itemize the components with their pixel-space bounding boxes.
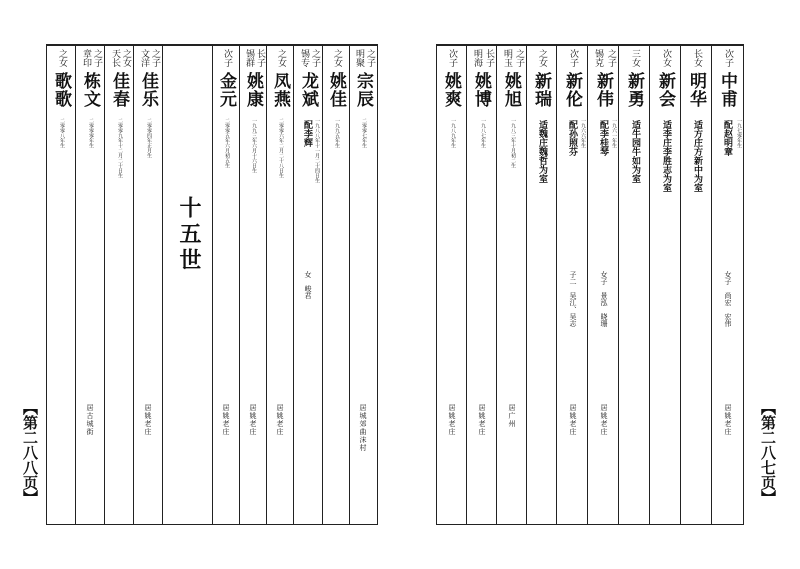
- entry-column: [350, 46, 377, 524]
- parent-name: 章印: [81, 49, 91, 67]
- residence: 居姚老庄: [276, 404, 284, 436]
- person-name: 姚旭: [501, 72, 521, 108]
- right-frame: [436, 44, 744, 525]
- spouse: 适方庄方新中为室: [692, 120, 702, 192]
- spouse: 适魏庄魏哲为室: [537, 120, 547, 183]
- parent-name: 天长: [110, 49, 120, 67]
- residence: 居姚老庄: [569, 404, 577, 436]
- person-name: 明华: [686, 72, 706, 108]
- person-name: 姚爽: [441, 72, 461, 108]
- generation-column: [163, 46, 213, 524]
- person-name: 宗辰: [353, 72, 373, 108]
- parent-name: 锡群: [244, 49, 254, 67]
- children: 女子 景泓 晓珊: [600, 271, 608, 327]
- birth-date: 二零零四年正月生: [146, 118, 152, 158]
- relation-label: 之女: [57, 49, 67, 67]
- person-name: 佳乐: [138, 72, 158, 108]
- person-name: 姚佳: [326, 72, 346, 108]
- person-name: 凤燕: [270, 72, 290, 108]
- relation-label: 次子: [568, 49, 578, 67]
- person-name: 姚博: [471, 72, 491, 108]
- person-name: 佳春: [109, 72, 129, 108]
- entry-column: [76, 46, 105, 524]
- entry-column: [240, 46, 267, 524]
- birth-date: 一九九五年生: [334, 118, 340, 148]
- relation-label: 次女: [661, 49, 671, 67]
- spouse: 配孙照芬: [567, 120, 577, 156]
- relation-label: 长女: [692, 49, 702, 67]
- relation-label: 之子: [310, 49, 320, 67]
- residence: 居城郊曲沫村: [359, 404, 367, 452]
- parent-name: 文洋: [139, 49, 149, 67]
- relation-label: 长子: [255, 49, 265, 67]
- entry-column: [47, 46, 76, 524]
- relation-label: 长子: [484, 49, 494, 67]
- birth-date: 一九六一年生: [611, 118, 617, 148]
- spouse: 配赵明章: [722, 120, 732, 156]
- birth-date: 二零零九年十二月二十日生: [117, 118, 123, 178]
- entry-column: [681, 46, 712, 524]
- left-frame: [46, 44, 378, 525]
- person-name: 新瑞: [531, 72, 551, 108]
- relation-label: 之子: [606, 49, 616, 67]
- children: 子二 吴江、吴志: [569, 271, 577, 327]
- entry-column: [294, 46, 323, 524]
- person-name: 新伟: [593, 72, 613, 108]
- page-number-left: 【第二八八页】: [21, 400, 39, 505]
- spouse: 配李辉: [302, 120, 312, 147]
- person-name: 姚康: [243, 72, 263, 108]
- entry-column: [497, 46, 527, 524]
- entry-column: [134, 46, 163, 524]
- entry-column: [619, 46, 650, 524]
- residence: 居姚老庄: [144, 404, 152, 436]
- residence: 居姚老庄: [478, 404, 486, 436]
- relation-label: 次子: [447, 49, 457, 67]
- spouse: 适李庄李胜志为室: [661, 120, 671, 192]
- residence: 居姚老庄: [600, 404, 608, 436]
- person-name: 中甫: [717, 72, 737, 108]
- person-name: 栋文: [80, 72, 100, 108]
- entry-column: [527, 46, 557, 524]
- children: 女子 尚宏 宏伟: [724, 271, 732, 327]
- entry-column: [105, 46, 134, 524]
- relation-label: 之女: [537, 49, 547, 67]
- entry-column: [588, 46, 619, 524]
- parent-name: 锡克: [593, 49, 603, 67]
- birth-date: 一九九三年六月十六日生: [251, 118, 257, 173]
- generation-heading: 十五世: [176, 196, 201, 274]
- relation-label: 之子: [365, 49, 375, 67]
- relation-label: 三女: [630, 49, 640, 67]
- entry-column: [650, 46, 681, 524]
- relation-label: 之子: [150, 49, 160, 67]
- person-name: 新会: [655, 72, 675, 108]
- entry-column: [213, 46, 240, 524]
- birth-date: 一九八七年生: [480, 118, 486, 148]
- entry-column: [712, 46, 743, 524]
- birth-date: 一九六六年生: [580, 118, 586, 148]
- entry-column: [323, 46, 350, 524]
- parent-name: 明聚: [354, 49, 364, 67]
- entry-column: [267, 46, 294, 524]
- person-name: 歌歌: [51, 72, 71, 108]
- residence: 居姚老庄: [448, 404, 456, 436]
- residence: 居姚老庄: [249, 404, 257, 436]
- person-name: 新伦: [562, 72, 582, 108]
- birth-date: 一九八三年十月初二生: [510, 118, 516, 168]
- birth-date: 二零零八年生: [59, 118, 65, 148]
- residence: 居姚老庄: [222, 404, 230, 436]
- birth-date: 二零零零年生: [88, 118, 94, 148]
- page-number-right: 【第二八七页】: [759, 400, 777, 505]
- children: 女 峻君: [304, 271, 312, 299]
- birth-date: 二零零五年六月初五生: [224, 118, 230, 168]
- person-name: 金元: [216, 72, 236, 108]
- entry-column: [467, 46, 497, 524]
- relation-label: 次子: [723, 49, 733, 67]
- residence: 居古城街: [86, 404, 94, 436]
- birth-date: 二零零七年生: [361, 118, 367, 148]
- birth-date: 一九八九年生: [450, 118, 456, 148]
- relation-label: 次子: [222, 49, 232, 67]
- birth-date: 二零零六年二月二十八日生: [278, 118, 284, 178]
- entry-column: [557, 46, 588, 524]
- relation-label: 之女: [332, 49, 342, 67]
- residence: 居姚老庄: [724, 404, 732, 436]
- residence: 居广州: [508, 404, 516, 428]
- right-page: [400, 0, 800, 569]
- entry-column: [437, 46, 467, 524]
- relation-label: 之女: [121, 49, 131, 67]
- birth-date: 一九七零年生: [736, 118, 742, 148]
- parent-name: 锡专: [299, 49, 309, 67]
- person-name: 新勇: [624, 72, 644, 108]
- parent-name: 明海: [472, 49, 482, 67]
- spouse: 配李桂琴: [598, 120, 608, 156]
- relation-label: 之子: [514, 49, 524, 67]
- spouse: 适牛园牛如为室: [630, 120, 640, 183]
- relation-label: 之女: [276, 49, 286, 67]
- parent-name: 明玉: [502, 49, 512, 67]
- relation-label: 之子: [92, 49, 102, 67]
- person-name: 龙斌: [298, 72, 318, 108]
- birth-date: 一九八八年十一月二十四日生: [314, 118, 320, 183]
